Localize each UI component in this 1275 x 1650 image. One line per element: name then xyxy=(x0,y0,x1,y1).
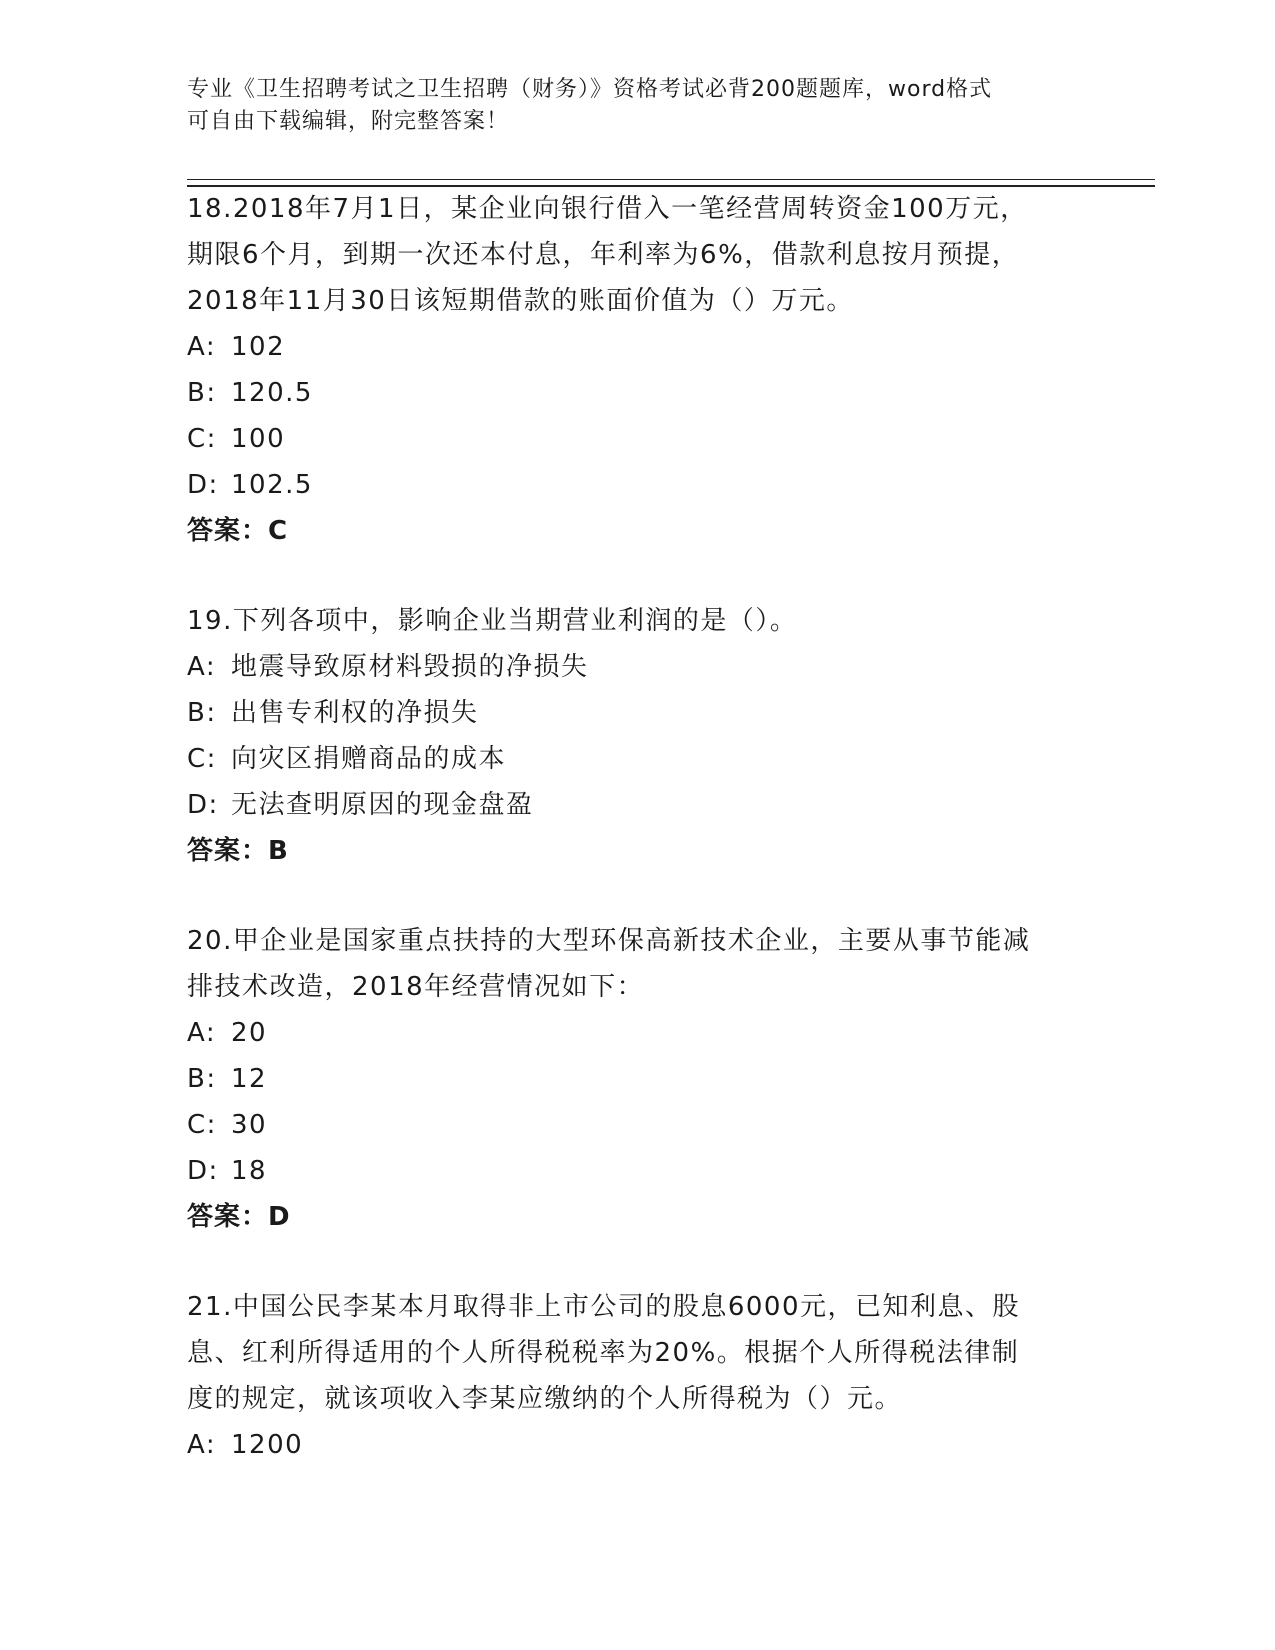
question-list xyxy=(187,186,1087,1512)
option-letter: A: xyxy=(187,1430,217,1460)
answer-option xyxy=(187,736,1087,782)
question-stem-line: 度的规定，就该项收入李某应缴纳的个人所得税为（）元。 xyxy=(187,1384,903,1414)
header-title-line-2: 可自由下载编辑，附完整答案！ xyxy=(187,109,510,134)
question-block xyxy=(187,1284,1087,1468)
answer-option xyxy=(187,1102,1087,1148)
answer-option xyxy=(187,1148,1087,1194)
option-text: 向灾区捐赠商品的成本 xyxy=(231,744,507,774)
question-stem-line: 21.中国公民李某本月取得非上市公司的股息6000元，已知利息、股 xyxy=(187,1292,1021,1322)
option-text: 102.5 xyxy=(231,470,313,500)
header-title-line-1: 专业《卫生招聘考试之卫生招聘（财务）》资格考试必背200题题库，word格式 xyxy=(187,77,993,102)
answer-option xyxy=(187,1422,1087,1468)
answer-key: 答案：B xyxy=(187,836,289,866)
answer-option xyxy=(187,690,1087,736)
answer-option xyxy=(187,370,1087,416)
option-text: 20 xyxy=(231,1018,268,1048)
question-block xyxy=(187,598,1087,874)
answer-option xyxy=(187,462,1087,508)
option-text: 102 xyxy=(231,332,286,362)
question-stem-line: 2018年11月30日该短期借款的账面价值为（）万元。 xyxy=(187,286,854,316)
answer-option xyxy=(187,1010,1087,1056)
option-text: 100 xyxy=(231,424,286,454)
option-letter: C: xyxy=(187,1110,217,1140)
question-stem xyxy=(187,598,1087,644)
document-header xyxy=(187,74,1067,138)
question-stem xyxy=(187,1284,1087,1422)
option-letter: C: xyxy=(187,424,217,454)
answer-option xyxy=(187,324,1087,370)
option-text: 1200 xyxy=(231,1430,304,1460)
option-letter: D: xyxy=(187,1156,219,1186)
option-text: 出售专利权的净损失 xyxy=(231,698,479,728)
question-stem xyxy=(187,186,1087,324)
answer-key: 答案：D xyxy=(187,1202,291,1232)
option-text: 12 xyxy=(231,1064,268,1094)
question-block xyxy=(187,186,1087,554)
option-text: 18 xyxy=(231,1156,268,1186)
option-letter: B: xyxy=(187,698,217,728)
answer-option xyxy=(187,782,1087,828)
option-letter: D: xyxy=(187,470,219,500)
answer-option xyxy=(187,1056,1087,1102)
option-letter: B: xyxy=(187,1064,217,1094)
option-text: 30 xyxy=(231,1110,268,1140)
question-stem-line: 息、红利所得适用的个人所得税税率为20%。根据个人所得税法律制 xyxy=(187,1338,1020,1368)
option-letter: A: xyxy=(187,332,217,362)
question-stem-line: 19.下列各项中，影响企业当期营业利润的是（）。 xyxy=(187,606,798,636)
option-letter: C: xyxy=(187,744,217,774)
question-stem xyxy=(187,918,1087,1010)
option-letter: B: xyxy=(187,378,217,408)
question-stem-line: 期限6个月，到期一次还本付息，年利率为6%，借款利息按月预提， xyxy=(187,240,1020,270)
question-stem-line: 18.2018年7月1日，某企业向银行借入一笔经营周转资金100万元， xyxy=(187,194,1028,224)
answer-option xyxy=(187,644,1087,690)
answer-key: 答案：C xyxy=(187,516,289,546)
question-stem-line: 20.甲企业是国家重点扶持的大型环保高新技术企业，主要从事节能减 xyxy=(187,926,1031,956)
option-text: 地震导致原材料毁损的净损失 xyxy=(231,652,589,682)
answer-option xyxy=(187,416,1087,462)
option-letter: A: xyxy=(187,1018,217,1048)
question-block xyxy=(187,918,1087,1240)
option-letter: A: xyxy=(187,652,217,682)
option-text: 120.5 xyxy=(231,378,313,408)
option-letter: D: xyxy=(187,790,219,820)
option-text: 无法查明原因的现金盘盈 xyxy=(231,790,534,820)
question-stem-line: 排技术改造，2018年经营情况如下： xyxy=(187,972,645,1002)
